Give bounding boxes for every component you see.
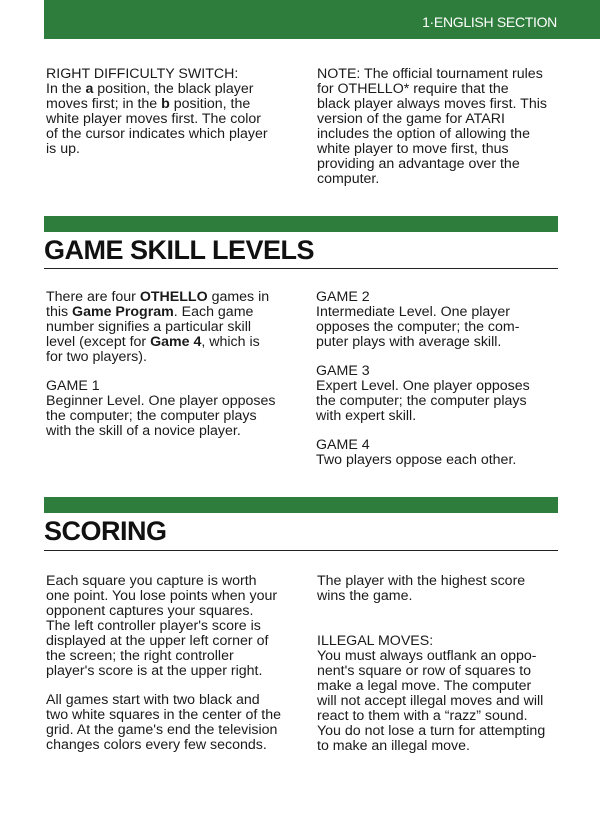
text-line: black player always moves first. This: [317, 96, 547, 112]
section-title-skill-levels: GAME SKILL LEVELS: [44, 235, 315, 265]
text-line: opponent captures your squares.: [46, 603, 254, 619]
text-line: opposes the computer; the com-: [316, 319, 520, 335]
text-line: providing an advantage over the: [317, 156, 520, 172]
text-line: In the a position, the black player: [46, 81, 254, 97]
text-line: one point. You lose points when your: [46, 588, 278, 604]
text-line: the computer; the computer plays: [46, 408, 257, 424]
text-line: You do not lose a turn for attempting: [317, 723, 546, 739]
text-line: The left controller player's score is: [46, 618, 261, 634]
skill-left-column: [46, 290, 296, 439]
text-line: Expert Level. One player opposes: [316, 378, 530, 394]
text-line: player's score is at the upper right.: [46, 663, 263, 679]
text-line: NOTE: The official tournament rules: [317, 66, 543, 82]
text-line: will not accept illegal moves and will: [317, 693, 544, 709]
game-1-title: GAME 1: [46, 378, 100, 394]
text-line: nent's square or row of squares to: [317, 663, 532, 679]
game-3-title: GAME 3: [316, 363, 370, 379]
text-line: with expert skill.: [316, 408, 417, 424]
text-line: the screen; the right controller: [46, 648, 234, 664]
text-line: with the skill of a novice player.: [46, 423, 241, 439]
section-rule: [44, 550, 558, 551]
section-band: [44, 216, 558, 232]
text-line: for two players).: [46, 349, 147, 365]
text-line: react to them with a “razz” sound.: [317, 708, 528, 724]
text-line: displayed at the upper left corner of: [46, 633, 269, 649]
section-title-scoring: SCORING: [44, 516, 167, 546]
text-line: wins the game.: [317, 588, 413, 604]
illegal-moves-heading: ILLEGAL MOVES:: [317, 633, 434, 649]
text-line: Each square you capture is worth: [46, 573, 257, 589]
text-line: computer.: [317, 171, 380, 187]
text-line: white player moves first. The color: [46, 111, 261, 127]
difficulty-switch-column: [46, 67, 296, 157]
text-line: changes colors every few seconds.: [46, 737, 267, 753]
text-line: is up.: [46, 141, 80, 157]
text-line: to make an illegal move.: [317, 738, 470, 754]
text-line: two white squares in the center of the: [46, 707, 282, 723]
text-line: The player with the highest score: [317, 573, 526, 589]
text-line: number signifies a particular skill: [46, 319, 252, 335]
scoring-left-column: [46, 574, 296, 753]
text-line: moves first; in the b position, the: [46, 96, 251, 112]
text-line: level (except for Game 4, which is: [46, 334, 260, 350]
skill-right-column: [316, 290, 561, 468]
text-line: of the cursor indicates which player: [46, 126, 268, 142]
section-rule: [44, 268, 558, 269]
game-4-title: GAME 4: [316, 437, 370, 453]
text-line: puter plays with average skill.: [316, 334, 502, 350]
game-2-title: GAME 2: [316, 289, 370, 305]
text-line: There are four OTHELLO games in: [46, 289, 270, 305]
text-line: Beginner Level. One player opposes: [46, 393, 276, 409]
text-line: Intermediate Level. One player: [316, 304, 511, 320]
section-header-bar: [44, 0, 600, 39]
note-column: [317, 67, 562, 187]
section-band: [44, 497, 558, 513]
text-line: grid. At the game's end the television: [46, 722, 278, 738]
text-line: Two players oppose each other.: [316, 452, 517, 468]
text-line: the computer; the computer plays: [316, 393, 527, 409]
text-line: includes the option of allowing the: [317, 126, 530, 142]
text-line: You must always outflank an oppo-: [317, 648, 537, 664]
section-label: 1·ENGLISH SECTION: [422, 14, 557, 30]
text-line: this Game Program. Each game: [46, 304, 254, 320]
text-line: for OTHELLO* require that the: [317, 81, 509, 97]
text-line: make a legal move. The computer: [317, 678, 532, 694]
difficulty-switch-heading: RIGHT DIFFICULTY SWITCH:: [46, 66, 239, 82]
scoring-right-column: [317, 574, 562, 754]
text-line: version of the game for ATARI: [317, 111, 505, 127]
text-line: white player to move first, thus: [317, 141, 509, 157]
text-line: All games start with two black and: [46, 692, 260, 708]
